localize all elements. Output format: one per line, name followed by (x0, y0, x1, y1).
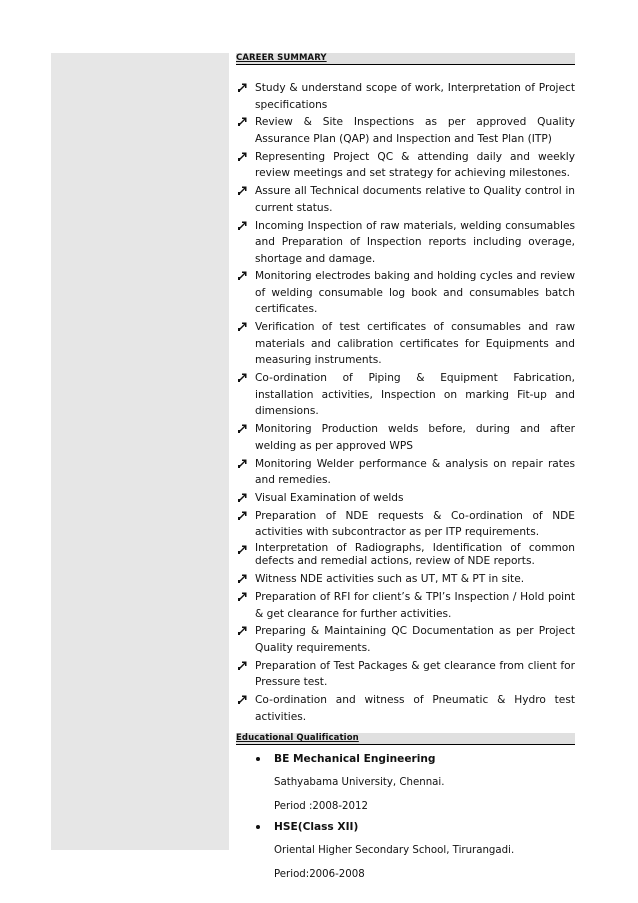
pointing-arrow-icon (236, 544, 248, 556)
education-period: Period:2006-2008 (274, 869, 365, 881)
career-item (236, 456, 575, 489)
left-sidebar-panel (51, 53, 229, 850)
career-item-text: Incoming Inspection of raw materials, welding consumables and Preparation of Inspection reports including overage, shortage and damage. (255, 219, 575, 265)
career-item (236, 508, 575, 541)
education-list (236, 751, 575, 883)
career-item (236, 183, 575, 216)
degree-title: HSE(Class XII) (274, 821, 359, 834)
career-item-text: Representing Project QC & attending daily and weekly review meetings and set strategy for achieving milestones. (255, 150, 575, 180)
career-item (236, 268, 575, 318)
career-item-text: Witness NDE activities such as UT, MT & PT in site. (255, 573, 525, 586)
pointing-arrow-icon (236, 591, 248, 603)
career-item-text: Interpretation of Radiographs, Identification of common defects and remedial actions, review of NDE reports. (255, 542, 575, 567)
pointing-arrow-icon (236, 220, 248, 232)
pointing-arrow-icon (236, 660, 248, 672)
career-item-text: Preparation of Test Packages & get clearance from client for Pressure test. (255, 659, 575, 689)
career-item-text: Visual Examination of welds (255, 491, 404, 504)
career-item-text: Monitoring Production welds before, during and after welding as per approved WPS (255, 423, 575, 452)
career-item-text: Preparation of NDE requests & Co-ordination of NDE activities with subcontractor as per ITP requirements. (255, 509, 575, 539)
career-item (236, 658, 575, 691)
education-heading: Educational Qualification (236, 733, 359, 744)
career-summary-list (236, 80, 575, 725)
career-item (236, 571, 575, 588)
education-degree (236, 751, 575, 767)
pointing-arrow-icon (236, 151, 248, 163)
pointing-arrow-icon (236, 492, 248, 504)
career-item (236, 319, 575, 369)
career-item-text: Monitoring Welder performance & analysis on repair rates and remedies. (255, 457, 575, 487)
career-item (236, 692, 575, 725)
career-item-text: Co-ordination of Piping & Equipment Fabrication, installation activities, Inspection on marking Fit-up and dimensions. (255, 372, 575, 418)
pointing-arrow-icon (236, 270, 248, 282)
career-item (236, 623, 575, 656)
bullet-dot-icon (256, 825, 260, 829)
education-institution: Oriental Higher Secondary School, Tirurangadi. (274, 845, 515, 857)
degree-title: BE Mechanical Engineering (274, 753, 436, 766)
education-header (236, 733, 575, 745)
pointing-arrow-icon (236, 372, 248, 384)
career-item-text: Review & Site Inspections as per approved Quality Assurance Plan (QAP) and Inspection and Test Plan (ITP) (255, 116, 575, 145)
education-period: Period :2008-2012 (274, 801, 368, 813)
career-item (236, 149, 575, 182)
career-item-text: Co-ordination and witness of Pneumatic & Hydro test activities. (255, 694, 575, 723)
career-item-text: Study & understand scope of work, Interpretation of Project specifications (255, 82, 575, 111)
career-item (236, 218, 575, 268)
career-summary-header (236, 53, 575, 65)
bullet-dot-icon (256, 757, 260, 761)
career-item (236, 490, 575, 507)
pointing-arrow-icon (236, 185, 248, 197)
career-item-text: Preparing & Maintaining QC Documentation as per Project Quality requirements. (255, 625, 575, 654)
pointing-arrow-icon (236, 423, 248, 435)
career-item-text: Assure all Technical documents relative to Quality control in current status. (255, 185, 575, 214)
career-item (236, 421, 575, 454)
pointing-arrow-icon (236, 694, 248, 706)
career-item-text: Preparation of RFI for client’s & TPI’s Inspection / Hold point & get clearance for further activities. (255, 591, 575, 620)
career-item-text: Verification of test certificates of consumables and raw materials and calibration certificates for Equipments and measuring instruments. (255, 321, 575, 367)
career-item (236, 542, 575, 567)
career-item (236, 370, 575, 420)
career-item-text: Monitoring electrodes baking and holding cycles and review of welding consumable log book and consumables batch certificates. (255, 270, 575, 316)
resume-main-column (236, 53, 575, 883)
education-degree (236, 819, 575, 835)
pointing-arrow-icon (236, 573, 248, 585)
career-item (236, 80, 575, 113)
career-item (236, 589, 575, 622)
pointing-arrow-icon (236, 510, 248, 522)
education-institution: Sathyabama University, Chennai. (274, 777, 445, 789)
pointing-arrow-icon (236, 82, 248, 94)
career-item (236, 114, 575, 147)
pointing-arrow-icon (236, 458, 248, 470)
pointing-arrow-icon (236, 321, 248, 333)
pointing-arrow-icon (236, 116, 248, 128)
pointing-arrow-icon (236, 625, 248, 637)
career-summary-heading: CAREER SUMMARY (236, 53, 327, 63)
